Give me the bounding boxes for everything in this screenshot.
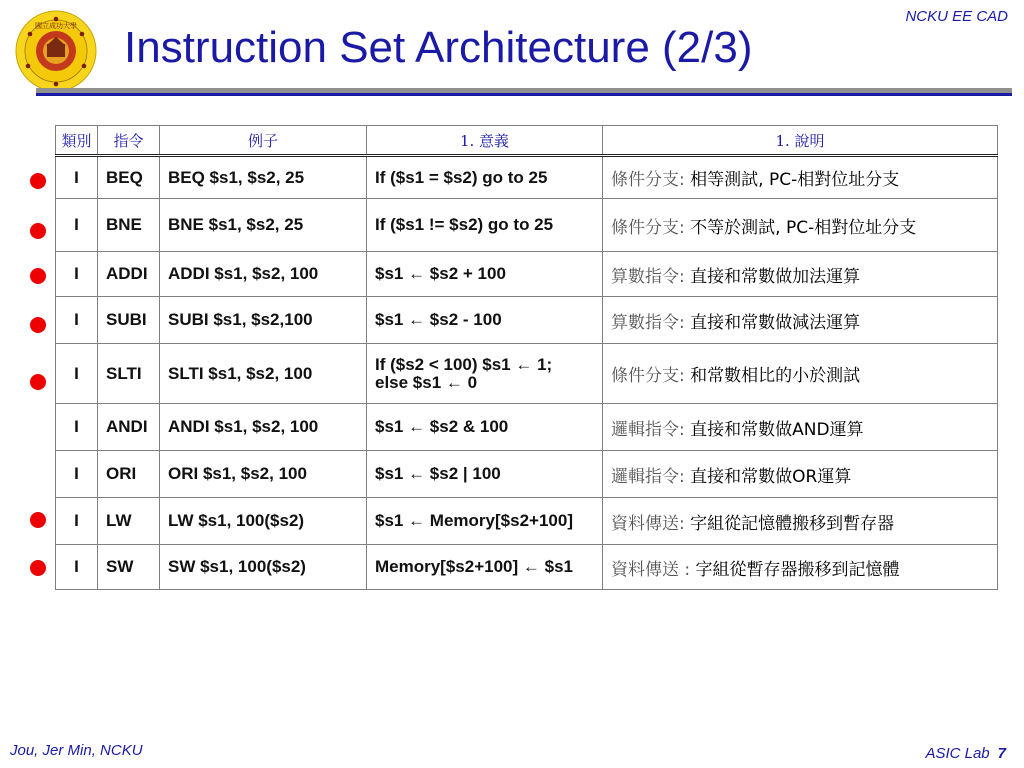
description-detail: 字組從暫存器搬移到記憶體 (690, 559, 900, 580)
cell-type: I (56, 297, 98, 344)
footer-lab-label: ASIC Lab (925, 745, 990, 762)
cell-instruction: ADDI (98, 252, 160, 297)
cell-instruction: LW (98, 498, 160, 545)
table-row (56, 199, 998, 252)
meaning-line-2: else $s1 ← 0 (375, 372, 478, 392)
table-row (56, 404, 998, 451)
cell-description (603, 545, 998, 590)
description-detail: 直接和常數做OR運算 (684, 466, 852, 487)
cell-type: I (56, 344, 98, 404)
description-category: 算數指令: (611, 266, 685, 287)
cell-meaning (367, 344, 603, 404)
header-description: 1. 說明 (603, 126, 998, 156)
description-category: 邏輯指令: (611, 466, 685, 487)
cell-description (603, 297, 998, 344)
cell-example: SLTI $s1, $s2, 100 (160, 344, 367, 404)
description-detail: 和常數相比的小於測試 (684, 366, 861, 386)
cell-description (603, 451, 998, 498)
bullet-marker (30, 512, 46, 528)
logo-text: 國立成功大學 (35, 22, 77, 30)
description-category: 邏輯指令: (611, 419, 685, 440)
description-category: 條件分支: (611, 170, 685, 190)
bullet-marker (30, 173, 46, 189)
header-example: 例子 (160, 126, 367, 156)
cell-example: SUBI $s1, $s2,100 (160, 297, 367, 344)
cell-type: I (56, 451, 98, 498)
cell-meaning: Memory[$s2+100] ← $s1 (367, 545, 603, 590)
bullet-marker (30, 223, 46, 239)
cell-example: LW $s1, 100($s2) (160, 498, 367, 545)
instruction-table (55, 125, 998, 590)
cell-meaning: $s1 ← $s2 & 100 (367, 404, 603, 451)
table-row (56, 297, 998, 344)
cell-description (603, 498, 998, 545)
description-detail: 相等測試, PC-相對位址分支 (684, 170, 900, 190)
table-row (56, 498, 998, 545)
description-detail: 直接和常數做AND運算 (684, 419, 864, 440)
cell-meaning: If ($s1 = $s2) go to 25 (367, 156, 603, 199)
bullet-marker (30, 560, 46, 576)
table-row (56, 252, 998, 297)
cell-example: BNE $s1, $s2, 25 (160, 199, 367, 252)
bullet-marker (30, 268, 46, 284)
cell-description (603, 344, 998, 404)
cell-instruction: SUBI (98, 297, 160, 344)
cell-example: ORI $s1, $s2, 100 (160, 451, 367, 498)
cell-example: ADDI $s1, $s2, 100 (160, 252, 367, 297)
cell-example: SW $s1, 100($s2) (160, 545, 367, 590)
table-row (56, 451, 998, 498)
meaning-line-1: If ($s2 < 100) $s1 ← 1; (375, 354, 553, 374)
header-instruction: 指令 (98, 126, 160, 156)
header-category: 類別 (56, 126, 98, 156)
table-row (56, 545, 998, 590)
cell-instruction: SLTI (98, 344, 160, 404)
title-divider-blue (36, 93, 1012, 96)
description-detail: 直接和常數做減法運算 (684, 312, 861, 333)
cell-instruction: ANDI (98, 404, 160, 451)
page-number: 7 (997, 745, 1006, 762)
ncku-seal-logo-icon (14, 10, 98, 92)
cell-meaning: $s1 ← $s2 - 100 (367, 297, 603, 344)
page-title: Instruction Set Architecture (2/3) (124, 23, 753, 72)
footer-author: Jou, Jer Min, NCKU (10, 742, 143, 759)
description-category: 算數指令: (611, 312, 685, 333)
description-detail: 不等於測試, PC-相對位址分支 (684, 217, 917, 238)
description-category: 條件分支: (611, 366, 685, 386)
cell-instruction: BEQ (98, 156, 160, 199)
description-category: 資料傳送 : (611, 559, 691, 580)
cell-meaning: If ($s1 != $s2) go to 25 (367, 199, 603, 252)
cell-meaning: $s1 ← Memory[$s2+100] (367, 498, 603, 545)
cell-type: I (56, 252, 98, 297)
header-course-label: NCKU EE CAD (905, 8, 1008, 25)
description-category: 資料傳送: (611, 513, 685, 534)
bullet-marker (30, 374, 46, 390)
description-detail: 字組從記憶體搬移到暫存器 (684, 513, 895, 534)
cell-type: I (56, 199, 98, 252)
cell-description (603, 252, 998, 297)
cell-meaning: $s1 ← $s2 | 100 (367, 451, 603, 498)
cell-description (603, 404, 998, 451)
cell-instruction: SW (98, 545, 160, 590)
cell-type: I (56, 156, 98, 199)
table-row (56, 344, 998, 404)
cell-example: BEQ $s1, $s2, 25 (160, 156, 367, 199)
cell-example: ANDI $s1, $s2, 100 (160, 404, 367, 451)
header-meaning: 1. 意義 (367, 126, 603, 156)
cell-description (603, 199, 998, 252)
cell-description (603, 156, 998, 199)
cell-type: I (56, 498, 98, 545)
table-row (56, 156, 998, 199)
table-header-row (56, 126, 998, 156)
description-category: 條件分支: (611, 217, 685, 238)
cell-instruction: BNE (98, 199, 160, 252)
cell-type: I (56, 404, 98, 451)
footer-lab (925, 745, 1006, 762)
description-detail: 直接和常數做加法運算 (684, 266, 861, 287)
cell-meaning: $s1 ← $s2 + 100 (367, 252, 603, 297)
cell-instruction: ORI (98, 451, 160, 498)
bullet-marker (30, 317, 46, 333)
cell-type: I (56, 545, 98, 590)
